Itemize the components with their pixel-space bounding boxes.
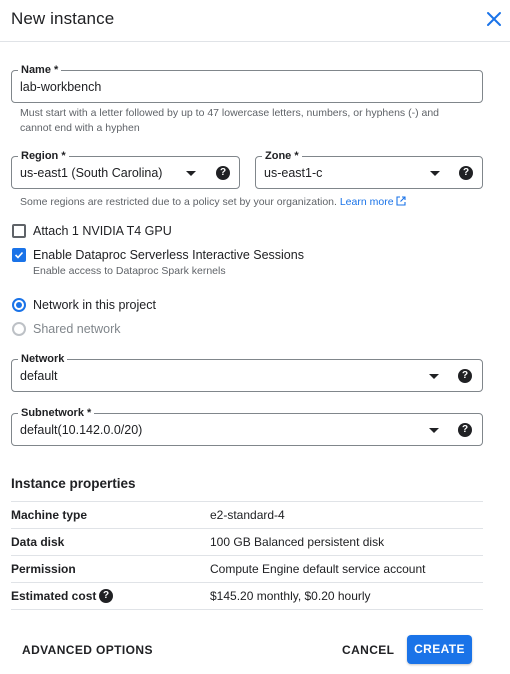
chevron-down-icon: [430, 171, 440, 176]
chevron-down-icon: [429, 428, 439, 433]
region-select-value: us-east1 (South Carolina): [20, 166, 163, 180]
gpu-checkbox[interactable]: [12, 224, 26, 238]
name-field-value: lab-workbench: [20, 80, 102, 94]
property-value: e2-standard-4: [210, 508, 285, 522]
gpu-checkbox-label: Attach 1 NVIDIA T4 GPU: [33, 224, 172, 238]
create-button[interactable]: CREATE: [407, 635, 472, 664]
zone-select[interactable]: [255, 150, 483, 189]
property-key: Estimated cost: [11, 589, 97, 603]
region-hint-text: Some regions are restricted due to a policy set by your organization.: [20, 196, 337, 208]
network-in-project-label: Network in this project: [33, 298, 156, 312]
dataproc-checkbox-label: Enable Dataproc Serverless Interactive Sessions: [33, 248, 304, 262]
help-icon[interactable]: ?: [99, 589, 113, 603]
dataproc-checkbox[interactable]: [12, 248, 26, 262]
table-row: [11, 529, 483, 556]
region-hint: [20, 195, 406, 210]
help-icon[interactable]: ?: [216, 166, 230, 180]
help-icon[interactable]: ?: [458, 369, 472, 383]
property-key: Data disk: [11, 535, 65, 549]
name-field-label: Name *: [18, 63, 61, 77]
property-value: $145.20 monthly, $0.20 hourly: [210, 589, 371, 603]
instance-properties-title: Instance properties: [11, 476, 136, 491]
table-row: [11, 583, 483, 610]
help-icon[interactable]: ?: [458, 423, 472, 437]
subnetwork-select-label: Subnetwork *: [18, 406, 94, 420]
cancel-button[interactable]: CANCEL: [342, 643, 395, 657]
dialog-header: [0, 0, 510, 42]
property-value: Compute Engine default service account: [210, 562, 426, 576]
chevron-down-icon: [429, 374, 439, 379]
zone-select-label: Zone *: [262, 149, 302, 163]
property-key: Permission: [11, 562, 76, 576]
property-value: 100 GB Balanced persistent disk: [210, 535, 385, 549]
region-select-label: Region *: [18, 149, 69, 163]
dataproc-checkbox-sublabel: Enable access to Dataproc Spark kernels: [33, 265, 226, 277]
help-icon[interactable]: ?: [459, 166, 473, 180]
learn-more-link[interactable]: Learn more: [339, 196, 394, 208]
check-icon: [14, 250, 24, 260]
shared-network-label: Shared network: [33, 322, 121, 336]
shared-network-radio[interactable]: [12, 322, 26, 336]
advanced-options-button[interactable]: ADVANCED OPTIONS: [22, 643, 153, 657]
network-select-label: Network: [18, 352, 67, 366]
network-select[interactable]: [11, 353, 483, 392]
dialog-title: New instance: [11, 9, 115, 28]
chevron-down-icon: [186, 171, 196, 176]
table-row: [11, 556, 483, 583]
network-in-project-radio[interactable]: [12, 298, 26, 312]
zone-select-value: us-east1-c: [264, 166, 323, 180]
property-key: Machine type: [11, 508, 88, 522]
close-icon[interactable]: [484, 9, 504, 29]
name-hint: Must start with a letter followed by up to 47 lowercase letters, numbers, or hyphens (-) and cannot end with a hyphen: [20, 107, 440, 134]
subnetwork-select-value: default(10.142.0.0/20): [20, 423, 143, 437]
instance-properties-table: [11, 501, 483, 610]
region-select[interactable]: [11, 150, 240, 189]
open-in-new-icon: [396, 196, 406, 206]
table-row: [11, 502, 483, 529]
name-field[interactable]: [11, 64, 483, 103]
network-select-value: default: [20, 369, 58, 383]
subnetwork-select[interactable]: [11, 407, 483, 446]
